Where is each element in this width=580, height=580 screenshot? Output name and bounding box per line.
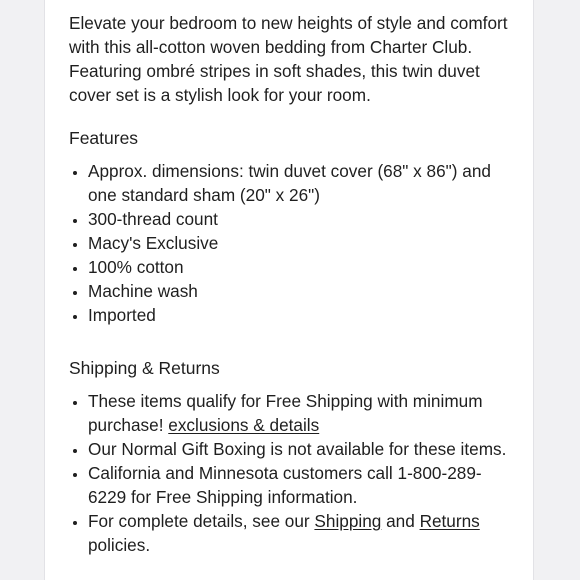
product-details-panel [44, 0, 534, 580]
feature-item: • 300-thread count [88, 207, 514, 231]
returns-policy-link[interactable]: Returns [419, 511, 480, 531]
shipping-list [69, 389, 514, 557]
features-list [69, 159, 514, 327]
shipping-policy-link[interactable]: Shipping [314, 511, 382, 531]
shipping-item-ca-mn: • California and Minnesota customers call 1-800-289-6229 for Free Shipping information. [88, 461, 514, 509]
feature-item: • Imported [88, 303, 514, 327]
feature-item: • Approx. dimensions: twin duvet cover (68" x 86") and one standard sham (20" x 26") [88, 159, 514, 207]
feature-item: • 100% cotton [88, 255, 514, 279]
product-description: Elevate your bedroom to new heights of style and comfort with this all-cotton woven bedding from Charter Club. Featuring ombré stripes in soft shades, this twin duvet cover set is a stylish look for your room. [69, 13, 508, 105]
shipping-item-gift-boxing: • Our Normal Gift Boxing is not available for these items. [88, 437, 514, 461]
exclusions-details-link[interactable]: exclusions & details [168, 415, 320, 435]
feature-item: • Macy's Exclusive [88, 231, 514, 255]
product-details-content [69, 11, 514, 557]
shipping-item-policies [88, 509, 514, 557]
policies-and: and [381, 511, 420, 531]
policies-suffix: policies. [88, 535, 151, 555]
shipping-returns-heading: Shipping & Returns [69, 358, 220, 378]
feature-item: • Machine wash [88, 279, 514, 303]
features-heading: Features [69, 128, 139, 148]
shipping-item-free-shipping [88, 389, 514, 437]
free-shipping-text: These items qualify for Free Shipping with minimum purchase! [88, 391, 483, 435]
policies-prefix: For complete details, see our [88, 511, 315, 531]
